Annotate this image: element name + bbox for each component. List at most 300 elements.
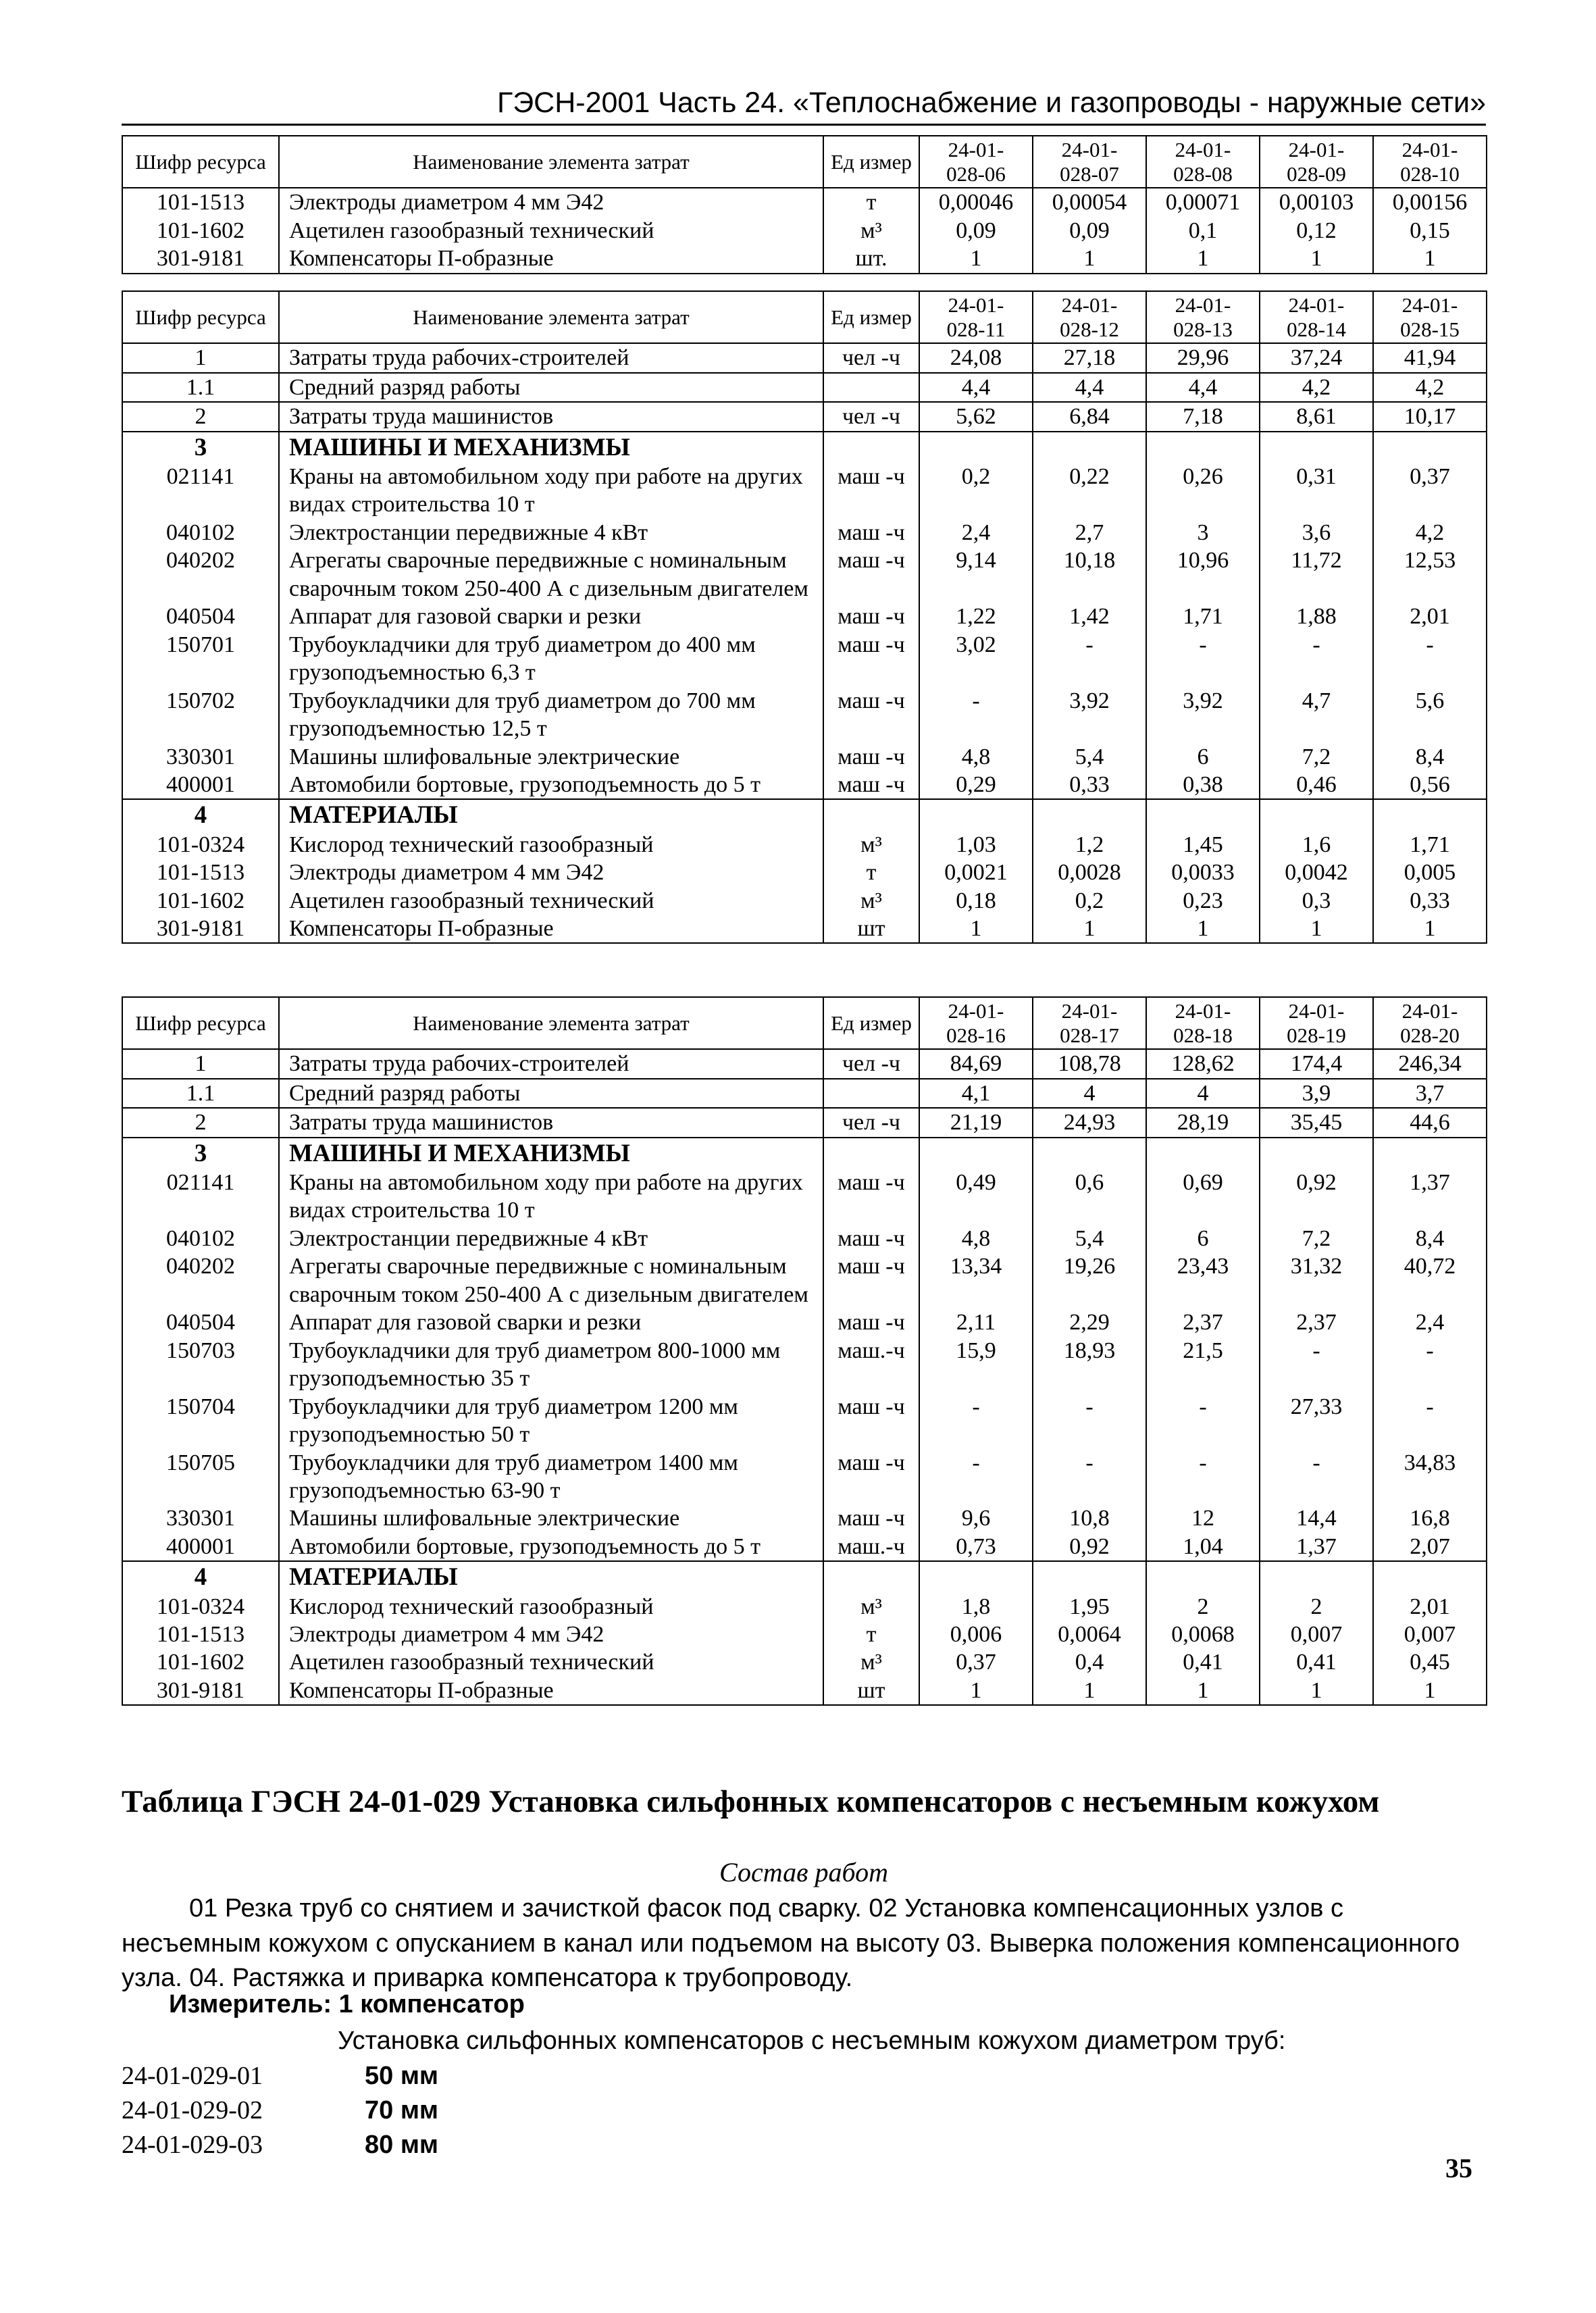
col-header-code: Шифр ресурса xyxy=(122,291,279,343)
resource-unit: маш.-ч xyxy=(823,1337,919,1393)
resource-value: 6,84 xyxy=(1033,402,1146,431)
resource-unit: маш -ч xyxy=(823,1449,919,1505)
col-header-norm: 24-01- 028-06 xyxy=(919,136,1033,188)
table-row xyxy=(122,1561,1487,1592)
resource-value: 1 xyxy=(1033,1677,1146,1705)
table-row xyxy=(122,188,1487,216)
table-row xyxy=(122,743,1487,771)
resource-value: 2,01 xyxy=(1373,1593,1487,1621)
resource-name: Трубоукладчики для труб диаметром 1400 мм грузоподъемностью 63-90 т xyxy=(279,1449,823,1505)
resource-value: 4,4 xyxy=(919,373,1033,402)
resource-value: 8,61 xyxy=(1260,402,1373,431)
measurement-unit: Измеритель: 1 компенсатор xyxy=(169,1990,525,2018)
resource-value xyxy=(1033,799,1146,830)
resource-value: 174,4 xyxy=(1260,1049,1373,1078)
resource-value xyxy=(1373,799,1487,830)
table-row xyxy=(122,373,1487,402)
resource-value: 0,12 xyxy=(1260,217,1373,245)
resource-name: Машины шлифовальные электрические xyxy=(279,1504,823,1532)
resource-value: 2,07 xyxy=(1373,1533,1487,1561)
resource-name: МАТЕРИАЛЫ xyxy=(279,799,823,830)
resource-name: МАШИНЫ И МЕХАНИЗМЫ xyxy=(279,432,823,463)
resource-value: - xyxy=(1146,1393,1260,1449)
norm-item-code: 24-01-029-02 xyxy=(122,2095,263,2125)
table-row xyxy=(122,771,1487,799)
resource-name: Трубоукладчики для труб диаметром до 700 мм грузоподъемностью 12,5 т xyxy=(279,687,823,743)
table-row xyxy=(122,402,1487,431)
resource-value: 1 xyxy=(1260,1677,1373,1705)
resource-value: 12,53 xyxy=(1373,547,1487,603)
resource-value: 0,0042 xyxy=(1260,859,1373,886)
col-header-code: Шифр ресурса xyxy=(122,136,279,188)
resource-unit: маш -ч xyxy=(823,1504,919,1532)
resource-value: 2,7 xyxy=(1033,519,1146,547)
resource-unit: маш -ч xyxy=(823,1169,919,1225)
col-header-name: Наименование элемента затрат xyxy=(279,136,823,188)
resource-value: 1 xyxy=(919,915,1033,943)
resource-value: 0,31 xyxy=(1260,463,1373,519)
resource-value: 4 xyxy=(1033,1079,1146,1108)
resource-code: 3 xyxy=(122,1138,279,1169)
resource-name: Трубоукладчики для труб диаметром 1200 мм грузоподъемностью 50 т xyxy=(279,1393,823,1449)
col-header-norm: 24-01- 028-07 xyxy=(1033,136,1146,188)
resource-value: 1,71 xyxy=(1146,603,1260,630)
resource-value: 14,4 xyxy=(1260,1504,1373,1532)
col-header-unit: Ед измер xyxy=(823,997,919,1049)
resource-name: Ацетилен газообразный технический xyxy=(279,217,823,245)
resource-value xyxy=(1373,1138,1487,1169)
resource-value: 0,22 xyxy=(1033,463,1146,519)
resource-unit: шт. xyxy=(823,245,919,273)
resource-value: 3 xyxy=(1146,519,1260,547)
resource-value: 0,73 xyxy=(919,1533,1033,1561)
col-header-norm: 24-01- 028-14 xyxy=(1260,291,1373,343)
resource-value: 7,18 xyxy=(1146,402,1260,431)
table-row xyxy=(122,687,1487,743)
resource-value: 0,23 xyxy=(1146,887,1260,915)
resource-code: 400001 xyxy=(122,771,279,799)
resource-value: 31,32 xyxy=(1260,1252,1373,1308)
resource-value: 2 xyxy=(1260,1593,1373,1621)
resource-value: 21,5 xyxy=(1146,1337,1260,1393)
resource-name: Автомобили бортовые, грузоподъемность до 5 т xyxy=(279,1533,823,1561)
resource-value: 6 xyxy=(1146,743,1260,771)
resource-value: 0,00103 xyxy=(1260,188,1373,216)
resource-value: - xyxy=(1146,631,1260,687)
resource-table-028-16-20 xyxy=(122,996,1487,1706)
resource-value: 1 xyxy=(1033,915,1146,943)
resource-unit: т xyxy=(823,859,919,886)
resource-code: 1.1 xyxy=(122,373,279,402)
resource-value xyxy=(919,1561,1033,1592)
resource-value: 2,01 xyxy=(1373,603,1487,630)
resource-value: 1,6 xyxy=(1260,831,1373,859)
table-row xyxy=(122,547,1487,603)
resource-unit xyxy=(823,432,919,463)
resource-value: 1 xyxy=(1373,245,1487,273)
table-row xyxy=(122,1504,1487,1532)
resource-unit: шт xyxy=(823,915,919,943)
resource-value: 1,2 xyxy=(1033,831,1146,859)
resource-value: - xyxy=(1373,631,1487,687)
resource-value: 3,02 xyxy=(919,631,1033,687)
resource-value: 0,0033 xyxy=(1146,859,1260,886)
table-row xyxy=(122,1621,1487,1648)
resource-unit: маш -ч xyxy=(823,547,919,603)
resource-name: Затраты труда рабочих-строителей xyxy=(279,343,823,372)
resource-name: Ацетилен газообразный технический xyxy=(279,887,823,915)
resource-name: Ацетилен газообразный технический xyxy=(279,1648,823,1676)
col-header-unit: Ед измер xyxy=(823,291,919,343)
resource-value: - xyxy=(919,1393,1033,1449)
resource-unit xyxy=(823,1079,919,1108)
resource-unit: чел -ч xyxy=(823,1049,919,1078)
resource-code: 101-1602 xyxy=(122,1648,279,1676)
resource-code: 4 xyxy=(122,1561,279,1592)
table-row xyxy=(122,1108,1487,1137)
resource-value: 5,4 xyxy=(1033,1225,1146,1252)
resource-value: 28,19 xyxy=(1146,1108,1260,1137)
resource-value: 8,4 xyxy=(1373,1225,1487,1252)
resource-value: 1 xyxy=(1146,915,1260,943)
resource-code: 101-0324 xyxy=(122,831,279,859)
resource-code: 150702 xyxy=(122,687,279,743)
table-row xyxy=(122,463,1487,519)
table-row xyxy=(122,1393,1487,1449)
resource-name: Агрегаты сварочные передвижные с номинальным сварочным током 250-400 А с дизельным двигателем xyxy=(279,1252,823,1308)
resource-value xyxy=(1260,1138,1373,1169)
resource-code: 2 xyxy=(122,402,279,431)
resource-value: 1,88 xyxy=(1260,603,1373,630)
resource-code: 021141 xyxy=(122,1169,279,1225)
resource-code: 301-9181 xyxy=(122,245,279,273)
resource-value: 1,04 xyxy=(1146,1533,1260,1561)
resource-code: 101-1513 xyxy=(122,1621,279,1648)
col-header-norm: 24-01- 028-13 xyxy=(1146,291,1260,343)
resource-name: Средний разряд работы xyxy=(279,1079,823,1108)
resource-value: 0,33 xyxy=(1033,771,1146,799)
resource-unit: маш -ч xyxy=(823,771,919,799)
resource-value xyxy=(1146,799,1260,830)
work-composition-heading: Состав работ xyxy=(719,1857,888,1887)
resource-unit: маш -ч xyxy=(823,687,919,743)
resource-value: 3,92 xyxy=(1146,687,1260,743)
resource-value: 5,6 xyxy=(1373,687,1487,743)
page-header: ГЭСН-2001 Часть 24. «Теплоснабжение и газопроводы - наружные сети» xyxy=(122,86,1486,126)
col-header-norm: 24-01- 028-18 xyxy=(1146,997,1260,1049)
resource-name: Компенсаторы П-образные xyxy=(279,1677,823,1705)
resource-value: 10,96 xyxy=(1146,547,1260,603)
col-header-code: Шифр ресурса xyxy=(122,997,279,1049)
resource-name: Автомобили бортовые, грузоподъемность до 5 т xyxy=(279,771,823,799)
resource-code: 040102 xyxy=(122,519,279,547)
resource-value: 108,78 xyxy=(1033,1049,1146,1078)
resource-value: 0,49 xyxy=(919,1169,1033,1225)
resource-value: 0,15 xyxy=(1373,217,1487,245)
col-header-norm: 24-01- 028-09 xyxy=(1260,136,1373,188)
resource-code: 2 xyxy=(122,1108,279,1137)
resource-table-028-11-15 xyxy=(122,290,1487,944)
norm-item-size: 80 мм xyxy=(365,2130,439,2159)
resource-value: - xyxy=(1033,1449,1146,1505)
resource-value: 27,18 xyxy=(1033,343,1146,372)
resource-value: 15,9 xyxy=(919,1337,1033,1393)
resource-value: 3,6 xyxy=(1260,519,1373,547)
resource-code: 150704 xyxy=(122,1393,279,1449)
resource-value xyxy=(1260,799,1373,830)
table-row xyxy=(122,915,1487,943)
resource-value: 1,37 xyxy=(1373,1169,1487,1225)
resource-value: 27,33 xyxy=(1260,1393,1373,1449)
resource-value: 1,42 xyxy=(1033,603,1146,630)
resource-name: Агрегаты сварочные передвижные с номинальным сварочным током 250-400 А с дизельным двигателем xyxy=(279,547,823,603)
table-header-row xyxy=(122,997,1487,1049)
resource-value: 12 xyxy=(1146,1504,1260,1532)
resource-value: 24,93 xyxy=(1033,1108,1146,1137)
resource-name: Краны на автомобильном ходу при работе на других видах строительства 10 т xyxy=(279,1169,823,1225)
resource-value xyxy=(919,1138,1033,1169)
resource-value: 2,37 xyxy=(1260,1308,1373,1336)
resource-value xyxy=(1146,1138,1260,1169)
resource-name: Аппарат для газовой сварки и резки xyxy=(279,603,823,630)
resource-value xyxy=(1033,1138,1146,1169)
col-header-norm: 24-01- 028-19 xyxy=(1260,997,1373,1049)
resource-unit: чел -ч xyxy=(823,1108,919,1137)
resource-value: 6 xyxy=(1146,1225,1260,1252)
resource-value: 0,007 xyxy=(1260,1621,1373,1648)
resource-name: МАТЕРИАЛЫ xyxy=(279,1561,823,1592)
resource-value: 4 xyxy=(1146,1079,1260,1108)
table-row xyxy=(122,217,1487,245)
resource-value: 0,29 xyxy=(919,771,1033,799)
resource-value: 23,43 xyxy=(1146,1252,1260,1308)
resource-code: 101-0324 xyxy=(122,1593,279,1621)
resource-value: 128,62 xyxy=(1146,1049,1260,1078)
resource-value: 10,18 xyxy=(1033,547,1146,603)
resource-name: Аппарат для газовой сварки и резки xyxy=(279,1308,823,1336)
resource-value: 0,0028 xyxy=(1033,859,1146,886)
resource-value: 18,93 xyxy=(1033,1337,1146,1393)
resource-name: Электростанции передвижные 4 кВт xyxy=(279,519,823,547)
table-row xyxy=(122,1079,1487,1108)
resource-value: 4,7 xyxy=(1260,687,1373,743)
resource-name: Затраты труда машинистов xyxy=(279,1108,823,1137)
resource-value: 0,005 xyxy=(1373,859,1487,886)
resource-value: 1,03 xyxy=(919,831,1033,859)
resource-name: Краны на автомобильном ходу при работе на других видах строительства 10 т xyxy=(279,463,823,519)
norm-items-list xyxy=(122,2059,438,2162)
resource-value: 0,33 xyxy=(1373,887,1487,915)
resource-value xyxy=(1033,1561,1146,1592)
resource-value: 0,0021 xyxy=(919,859,1033,886)
col-header-norm: 24-01- 028-12 xyxy=(1033,291,1146,343)
resource-value: 0,0068 xyxy=(1146,1621,1260,1648)
resource-unit xyxy=(823,799,919,830)
resource-value: 1 xyxy=(1033,245,1146,273)
table-row xyxy=(122,1169,1487,1225)
resource-unit: чел -ч xyxy=(823,402,919,431)
resource-name: Трубоукладчики для труб диаметром 800-1000 мм грузоподъемностью 35 т xyxy=(279,1337,823,1393)
resource-value: 1 xyxy=(1373,1677,1487,1705)
resource-value: 0,45 xyxy=(1373,1648,1487,1676)
resource-value: 10,17 xyxy=(1373,402,1487,431)
resource-code: 1 xyxy=(122,343,279,372)
resource-code: 150701 xyxy=(122,631,279,687)
resource-value: 21,19 xyxy=(919,1108,1033,1137)
resource-value xyxy=(1146,1561,1260,1592)
resource-value: 5,62 xyxy=(919,402,1033,431)
resource-value: 3,92 xyxy=(1033,687,1146,743)
resource-value: 19,26 xyxy=(1033,1252,1146,1308)
resource-value: 1,95 xyxy=(1033,1593,1146,1621)
resource-code: 301-9181 xyxy=(122,1677,279,1705)
resource-value: 0,26 xyxy=(1146,463,1260,519)
resource-unit: маш -ч xyxy=(823,463,919,519)
resource-code: 3 xyxy=(122,432,279,463)
resource-unit: чел -ч xyxy=(823,343,919,372)
resource-value: 1 xyxy=(919,245,1033,273)
table-row xyxy=(122,343,1487,372)
resource-unit: маш -ч xyxy=(823,1252,919,1308)
resource-unit: шт xyxy=(823,1677,919,1705)
col-header-norm: 24-01- 028-11 xyxy=(919,291,1033,343)
resource-value xyxy=(1260,432,1373,463)
resource-value: 1,45 xyxy=(1146,831,1260,859)
resource-value: 4,4 xyxy=(1033,373,1146,402)
resource-value: 0,92 xyxy=(1033,1533,1146,1561)
resource-code: 330301 xyxy=(122,1504,279,1532)
table-row xyxy=(122,831,1487,859)
resource-unit: м³ xyxy=(823,217,919,245)
resource-code: 1 xyxy=(122,1049,279,1078)
resource-code: 4 xyxy=(122,799,279,830)
resource-value: 0,006 xyxy=(919,1621,1033,1648)
col-header-norm: 24-01- 028-16 xyxy=(919,997,1033,1049)
col-header-norm: 24-01- 028-17 xyxy=(1033,997,1146,1049)
resource-value: 0,2 xyxy=(919,463,1033,519)
resource-name: Трубоукладчики для труб диаметром до 400 мм грузоподъемностью 6,3 т xyxy=(279,631,823,687)
resource-unit: т xyxy=(823,1621,919,1648)
resource-value: 0,41 xyxy=(1146,1648,1260,1676)
resource-value: 5,4 xyxy=(1033,743,1146,771)
resource-value: 0,92 xyxy=(1260,1169,1373,1225)
resource-value: 1 xyxy=(919,1677,1033,1705)
resource-value: 41,94 xyxy=(1373,343,1487,372)
resource-value: 44,6 xyxy=(1373,1108,1487,1137)
resource-code: 400001 xyxy=(122,1533,279,1561)
resource-value: 4,2 xyxy=(1373,519,1487,547)
col-header-name: Наименование элемента затрат xyxy=(279,997,823,1049)
table-row xyxy=(122,799,1487,830)
resource-value: 0,18 xyxy=(919,887,1033,915)
resource-value xyxy=(1373,1561,1487,1592)
resource-value xyxy=(1146,432,1260,463)
resource-unit: м³ xyxy=(823,831,919,859)
col-header-norm: 24-01- 028-08 xyxy=(1146,136,1260,188)
resource-unit: маш.-ч xyxy=(823,1533,919,1561)
resource-code: 101-1602 xyxy=(122,887,279,915)
resource-value: 2,4 xyxy=(1373,1308,1487,1336)
resource-value: 3,7 xyxy=(1373,1079,1487,1108)
resource-value xyxy=(919,799,1033,830)
norm-item xyxy=(122,2059,438,2093)
resource-value: 3,9 xyxy=(1260,1079,1373,1108)
resource-name: Электроды диаметром 4 мм Э42 xyxy=(279,1621,823,1648)
table-row xyxy=(122,887,1487,915)
resource-unit: м³ xyxy=(823,887,919,915)
resource-value: 40,72 xyxy=(1373,1252,1487,1308)
resource-value: 9,14 xyxy=(919,547,1033,603)
resource-unit xyxy=(823,1561,919,1592)
resource-name: Электроды диаметром 4 мм Э42 xyxy=(279,859,823,886)
resource-unit: маш -ч xyxy=(823,743,919,771)
resource-unit: м³ xyxy=(823,1593,919,1621)
resource-value: 1 xyxy=(1260,245,1373,273)
norm-item xyxy=(122,2128,438,2162)
resource-table-028-06-10 xyxy=(122,135,1487,274)
resource-value: 35,45 xyxy=(1260,1108,1373,1137)
page-number: 35 xyxy=(1445,2153,1472,2183)
resource-value: 2,37 xyxy=(1146,1308,1260,1336)
resource-value: 0,00156 xyxy=(1373,188,1487,216)
resource-value: 4,1 xyxy=(919,1079,1033,1108)
resource-value xyxy=(1033,432,1146,463)
resource-value: 0,69 xyxy=(1146,1169,1260,1225)
resource-name: Компенсаторы П-образные xyxy=(279,915,823,943)
resource-value: 16,8 xyxy=(1373,1504,1487,1532)
resource-value: 2,4 xyxy=(919,519,1033,547)
resource-value: 4,2 xyxy=(1260,373,1373,402)
resource-unit xyxy=(823,373,919,402)
table-row xyxy=(122,1337,1487,1393)
resource-value: - xyxy=(1033,631,1146,687)
resource-value: - xyxy=(1373,1337,1487,1393)
resource-value: - xyxy=(1260,1337,1373,1393)
resource-code: 040202 xyxy=(122,547,279,603)
resource-name: Кислород технический газообразный xyxy=(279,1593,823,1621)
resource-name: Электроды диаметром 4 мм Э42 xyxy=(279,188,823,216)
table-row xyxy=(122,1308,1487,1336)
resource-value: - xyxy=(919,687,1033,743)
resource-value: - xyxy=(919,1449,1033,1505)
resource-code: 330301 xyxy=(122,743,279,771)
resource-value: 1,37 xyxy=(1260,1533,1373,1561)
resource-unit: маш -ч xyxy=(823,603,919,630)
resource-value: 246,34 xyxy=(1373,1049,1487,1078)
resource-name: Затраты труда машинистов xyxy=(279,402,823,431)
resource-value: 1,22 xyxy=(919,603,1033,630)
resource-code: 101-1513 xyxy=(122,188,279,216)
resource-value: 29,96 xyxy=(1146,343,1260,372)
resource-value: 0,3 xyxy=(1260,887,1373,915)
resource-value: 2,29 xyxy=(1033,1308,1146,1336)
table-header-row xyxy=(122,291,1487,343)
table-row xyxy=(122,1533,1487,1561)
resource-value: 7,2 xyxy=(1260,743,1373,771)
resource-unit: т xyxy=(823,188,919,216)
table-row xyxy=(122,1648,1487,1676)
table-row xyxy=(122,1593,1487,1621)
resource-code: 301-9181 xyxy=(122,915,279,943)
resource-value: 4,2 xyxy=(1373,373,1487,402)
resource-code: 040504 xyxy=(122,1308,279,1336)
resource-value: 11,72 xyxy=(1260,547,1373,603)
resource-unit: маш -ч xyxy=(823,1225,919,1252)
table-row xyxy=(122,603,1487,630)
resource-value: 4,4 xyxy=(1146,373,1260,402)
norm-item-size: 70 мм xyxy=(365,2095,439,2125)
resource-value: 1,71 xyxy=(1373,831,1487,859)
